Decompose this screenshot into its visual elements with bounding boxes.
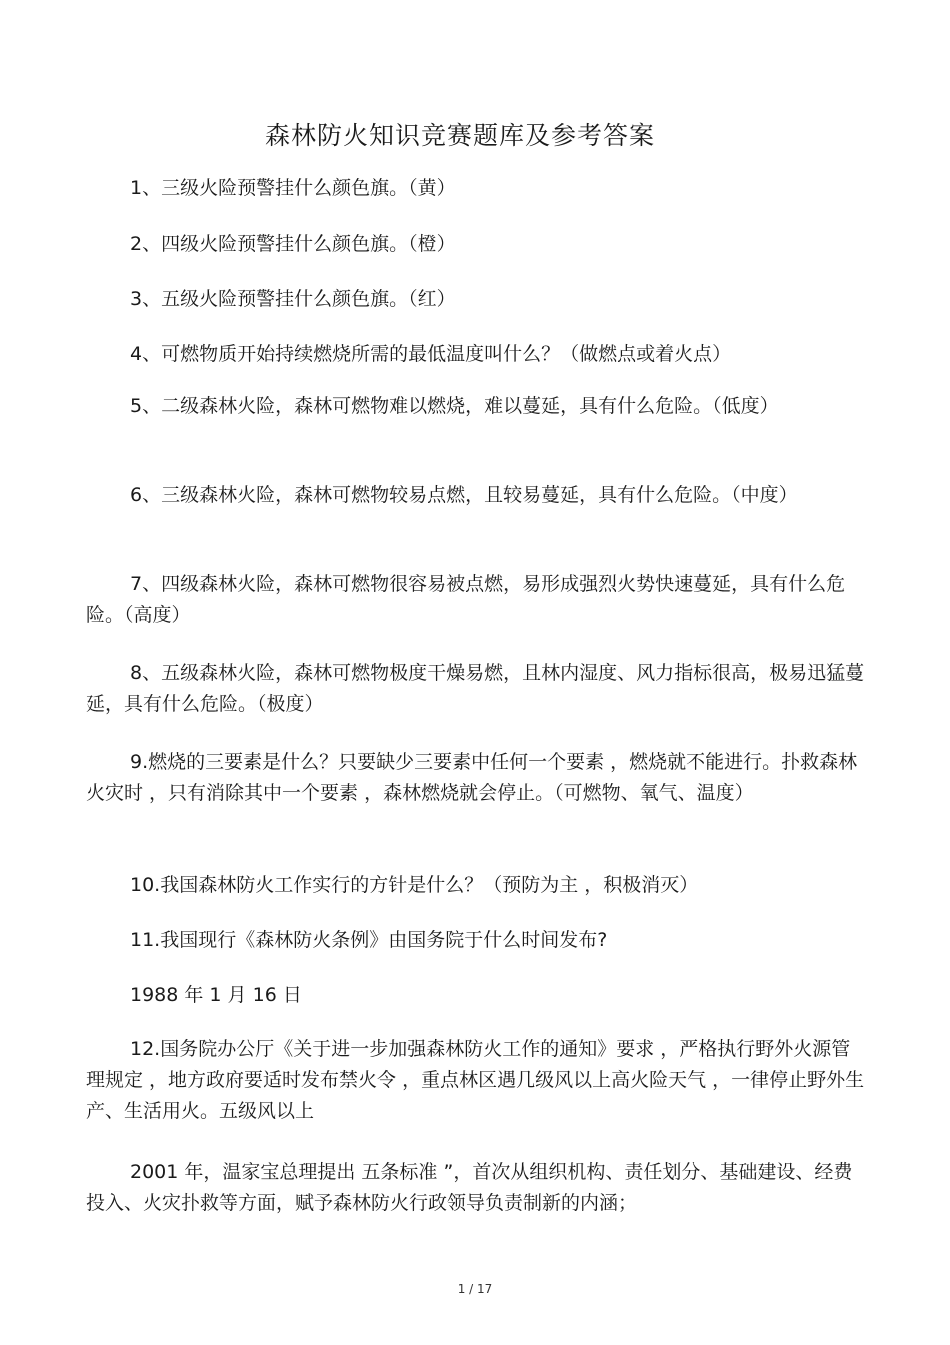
list-item: 7、四级森林火险，森林可燃物很容易被点燃，易形成强烈火势快速蔓延，具有什么危险。（高度） (86, 573, 846, 626)
list-item: 6、三级森林火险，森林可燃物较易点燃，且较易蔓延，具有什么危险。（中度） (130, 484, 798, 506)
list-item: 8、五级森林火险，森林可燃物极度干燥易燃，且林内湿度、风力指标很高，极易迅猛蔓延，具有什么危险。（极度） (86, 662, 865, 715)
list-item: 12.国务院办公厅《关于进一步加强森林防火工作的通知》要求 ，严格执行野外火源管理规定 ，地方政府要适时发布禁火令 ，重点林区遇几级风以上高火险天气 ，一律停止野外生产、生活用火。五级风以上 (86, 1038, 865, 1122)
list-item: 4、可燃物质开始持续燃烧所需的最低温度叫什么？（做燃点或着火点） (130, 343, 732, 365)
list-item: 2、四级火险预警挂什么颜色旗。（橙） (130, 233, 456, 255)
list-item: 3、五级火险预警挂什么颜色旗。（红） (130, 288, 456, 310)
list-item: 1988 年 1 月 16 日 (130, 984, 302, 1006)
list-item: 5、二级森林火险，森林可燃物难以燃烧，难以蔓延，具有什么危险。（低度） (130, 395, 779, 417)
list-item: 10.我国森林防火工作实行的方针是什么？（预防为主 ，积极消灭） (130, 874, 699, 896)
list-item: 1、三级火险预警挂什么颜色旗。（黄） (130, 177, 456, 199)
document-title: 森林防火知识竞赛题库及参考答案 (264, 121, 655, 150)
list-item: 2001 年，温家宝总理提出 五条标准 ”，首次从组织机构、责任划分、基础建设、经费投入、火灾扑救等方面，赋予森林防火行政领导负责制新的内涵； (86, 1161, 853, 1214)
list-item: 9.燃烧的三要素是什么？只要缺少三要素中任何一个要素 ，燃烧就不能进行。扑救森林火灾时 ，只有消除其中一个要素 ，森林燃烧就会停止。（可燃物、氧气、温度） (86, 751, 858, 804)
page-indicator: 1 / 17 (457, 1282, 493, 1296)
list-item: 11.我国现行《森林防火条例》由国务院于什么时间发布? (130, 929, 608, 951)
